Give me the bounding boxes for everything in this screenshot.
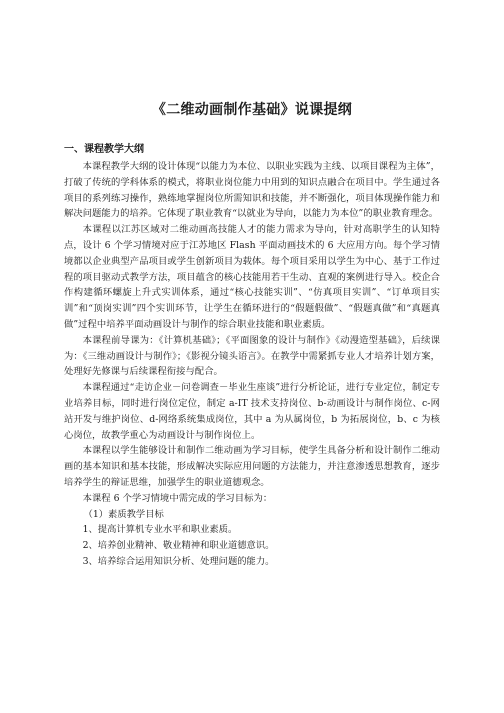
paragraph-learning-objectives-intro: 本课程 6 个学习情境中需完成的学习目标为： bbox=[82, 492, 273, 504]
subheading-quality-objectives: （1）素质教学目标 bbox=[83, 508, 164, 520]
paragraph-prerequisite-courses: 本课程前导课为：《计算机基础》；《平面图象的设计与制作》《动漫造型基础》，后续课为：《三维动画设计与制作》；《影视分镜头语言》。在教学中需紧抓专业人才培养计划方案，处理好先修课与后续课程衔接与配合。 bbox=[64, 334, 440, 378]
paragraph-syllabus-design: 本课程教学大纲的设计体现“以能力为本位、以职业实践为主线、以项目课程为主体”，打破了传统的学科体系的模式，将职业岗位能力中用到的知识点融合在项目中。学生通过各项目的系列练习操作，熟练地掌握岗位所需知识和技能，并不断强化，项目体现操作能力和解决问题能力的培养。它体现了职业教育“以就业为导向，以能力为本位”的职业教育理念。 bbox=[64, 161, 440, 220]
document-title: 《二维动画制作基础》说课提纲 bbox=[151, 102, 353, 118]
paragraph-learning-goal: 本课程以学生能够设计和制作二维动画为学习目标，使学生具备分析和设计制作二维动画的基本知识和基本技能，形成解决实际应用问题的方法能力，并注意渗透思想教育，逐步培养学生的辩证思维，加强学生的职业道德观念。 bbox=[64, 445, 440, 488]
paragraph-learning-situations: 本课程以江苏区域对二维动画高技能人才的能力需求为导向，针对高职学生的认知特点，设计 6 个学习情境对应于江苏地区 Flash 平面动画技术的 6 大应用方向。每个学习情境都以企业典型产品项目或学生创新项目为载体。每个项目采用以学生为中心、基于工作过程的项目驱动式教学方法，项目蕴含的核心技能用若干生动、直观的案例进行导入。校企合作构建循环螺旋上升式实训体系，通过“核心技能实训”、“仿真项目实训”、“订单项目实训”和“顶岗实训”四个实训环节，让学生在循环进行的“假题假做”、“假题真做”和“真题真做”过程中培养平面动画设计与制作的综合职业技能和职业素质。 bbox=[64, 224, 440, 330]
list-item: 2、培养创业精神、敬业精神和职业道德意识。 bbox=[82, 540, 275, 552]
list-item: 1、提高计算机专业水平和职业素质。 bbox=[82, 524, 238, 536]
list-item: 3、培养综合运用知识分析、处理问题的能力。 bbox=[82, 555, 275, 567]
section-heading-course-syllabus: 一、课程教学大纲 bbox=[64, 144, 144, 155]
paragraph-job-positioning: 本课程通过“走访企业－问卷调查－毕业生座谈”进行分析论证，进行专业定位，制定专业培养目标，同时进行岗位定位，制定 a-IT 技术支持岗位、b-动画设计与制作岗位、c-网站开发与维护岗位、d-网络系统集成岗位，其中 a 为从属岗位，b 为拓展岗位，b、c 为核心岗位，故教学重心为动画设计与制作岗位上。 bbox=[64, 382, 440, 441]
